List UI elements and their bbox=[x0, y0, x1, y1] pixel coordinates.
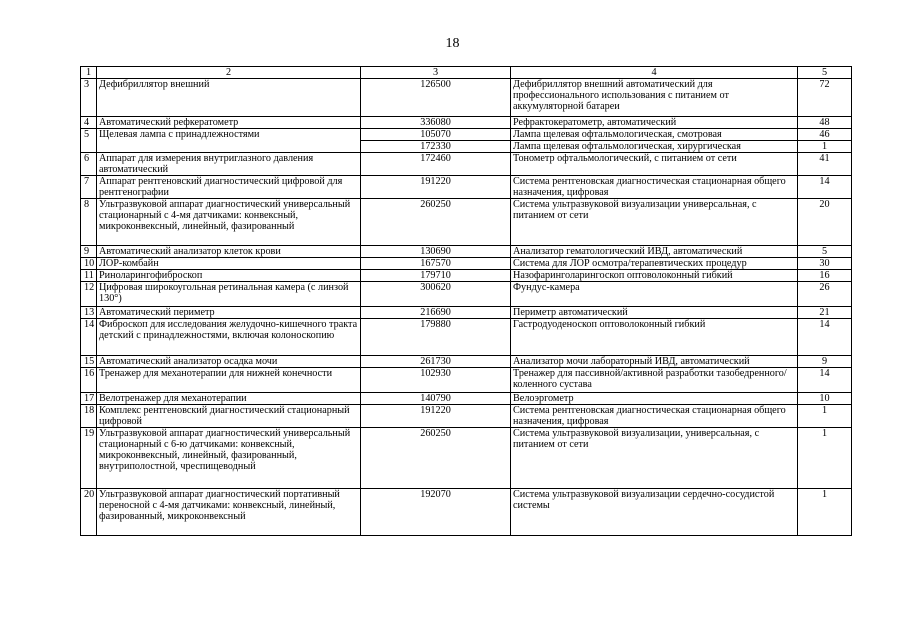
description-cell: Дефибриллятор внешний автоматический для профессионального использования с питанием от аккумуляторной батареи bbox=[511, 79, 798, 117]
header-cell: 4 bbox=[511, 67, 798, 79]
equipment-table bbox=[80, 66, 852, 536]
row-number-cell: 4 bbox=[81, 117, 97, 129]
quantity-cell: 1 bbox=[798, 489, 852, 536]
row-number-cell: 3 bbox=[81, 79, 97, 117]
equipment-name-cell: Автоматический периметр bbox=[97, 307, 361, 319]
header-cell: 1 bbox=[81, 67, 97, 79]
description-cell: Система для ЛОР осмотра/терапевтических процедур bbox=[511, 258, 798, 270]
row-number-cell: 16 bbox=[81, 368, 97, 393]
code-cell: 216690 bbox=[361, 307, 511, 319]
quantity-cell-line: 46 bbox=[819, 129, 830, 140]
description-cell: Тренажер для пассивной/активной разработки тазобедренного/коленного сустава bbox=[511, 368, 798, 393]
quantity-cell bbox=[798, 129, 852, 153]
description-cell-line: Лампа щелевая офтальмологическая, хирургическая bbox=[511, 140, 797, 152]
equipment-name-cell: Ультразвуковой аппарат диагностический универсальный стационарный с 4-мя датчиками: конвексный, микроконвексный, линейный, фазированный bbox=[97, 199, 361, 246]
quantity-cell: 20 bbox=[798, 199, 852, 246]
table-row bbox=[81, 489, 852, 536]
row-number-cell: 14 bbox=[81, 319, 97, 356]
quantity-cell-line: 1 bbox=[798, 140, 851, 152]
description-cell: Велоэргометр bbox=[511, 393, 798, 405]
table-row bbox=[81, 282, 852, 307]
quantity-cell: 14 bbox=[798, 319, 852, 356]
description-cell: Фундус-камера bbox=[511, 282, 798, 307]
table-row bbox=[81, 153, 852, 176]
equipment-name-cell: Тренажер для механотерапии для нижней конечности bbox=[97, 368, 361, 393]
code-cell: 140790 bbox=[361, 393, 511, 405]
code-cell: 260250 bbox=[361, 428, 511, 489]
code-cell: 336080 bbox=[361, 117, 511, 129]
code-cell: 179710 bbox=[361, 270, 511, 282]
equipment-name-cell: Автоматический анализатор осадка мочи bbox=[97, 356, 361, 368]
row-number-cell: 6 bbox=[81, 153, 97, 176]
code-cell: 179880 bbox=[361, 319, 511, 356]
row-number-cell: 17 bbox=[81, 393, 97, 405]
code-cell: 191220 bbox=[361, 176, 511, 199]
equipment-name-cell: Велотренажер для механотерапии bbox=[97, 393, 361, 405]
code-cell bbox=[361, 129, 511, 153]
description-cell-line: Лампа щелевая офтальмологическая, смотровая bbox=[513, 129, 722, 140]
row-number-cell: 7 bbox=[81, 176, 97, 199]
description-cell: Назофаринголарингоскоп оптоволоконный гибкий bbox=[511, 270, 798, 282]
table-row bbox=[81, 428, 852, 489]
equipment-name-cell: Ультразвуковой аппарат диагностический портативный переносной с 4-мя датчиками: конвексный, линейный, фазированный, микроконвексный bbox=[97, 489, 361, 536]
code-cell: 102930 bbox=[361, 368, 511, 393]
quantity-cell: 14 bbox=[798, 368, 852, 393]
table-row bbox=[81, 199, 852, 246]
table-row bbox=[81, 270, 852, 282]
quantity-cell: 72 bbox=[798, 79, 852, 117]
code-cell: 260250 bbox=[361, 199, 511, 246]
table-row bbox=[81, 307, 852, 319]
quantity-cell: 1 bbox=[798, 428, 852, 489]
code-cell-line: 105070 bbox=[420, 129, 451, 140]
table-row bbox=[81, 393, 852, 405]
code-cell: 192070 bbox=[361, 489, 511, 536]
description-cell: Периметр автоматический bbox=[511, 307, 798, 319]
row-number-cell: 10 bbox=[81, 258, 97, 270]
description-cell: Система ультразвуковой визуализации универсальная, с питанием от сети bbox=[511, 199, 798, 246]
row-number-cell: 8 bbox=[81, 199, 97, 246]
equipment-name-cell: Фиброскоп для исследования желудочно-кишечного тракта детский с принадлежностями, включая колоноскопию bbox=[97, 319, 361, 356]
equipment-name-cell: Аппарат рентгеновский диагностический цифровой для рентгенографии bbox=[97, 176, 361, 199]
code-cell: 167570 bbox=[361, 258, 511, 270]
table-row bbox=[81, 368, 852, 393]
table-row bbox=[81, 405, 852, 428]
quantity-cell: 26 bbox=[798, 282, 852, 307]
code-cell-line: 172330 bbox=[361, 140, 510, 152]
equipment-name-cell: Цифровая широкоугольная ретинальная камера (с линзой 130°) bbox=[97, 282, 361, 307]
description-cell: Тонометр офтальмологический, с питанием от сети bbox=[511, 153, 798, 176]
description-cell: Система рентгеновская диагностическая стационарная общего назначения, цифровая bbox=[511, 176, 798, 199]
header-cell: 2 bbox=[97, 67, 361, 79]
quantity-cell: 14 bbox=[798, 176, 852, 199]
header-cell: 3 bbox=[361, 67, 511, 79]
equipment-name-cell: ЛОР-комбайн bbox=[97, 258, 361, 270]
equipment-name-cell: Ультразвуковой аппарат диагностический универсальный стационарный с 6-ю датчиками: конвексный, микроконвексный, линейный, фазированный, внутриполостной, чреспищеводный bbox=[97, 428, 361, 489]
quantity-cell: 1 bbox=[798, 405, 852, 428]
row-number-cell: 18 bbox=[81, 405, 97, 428]
quantity-cell: 48 bbox=[798, 117, 852, 129]
row-number-cell: 19 bbox=[81, 428, 97, 489]
description-cell: Анализатор мочи лабораторный ИВД, автоматический bbox=[511, 356, 798, 368]
description-cell: Система рентгеновская диагностическая стационарная общего назначения, цифровая bbox=[511, 405, 798, 428]
quantity-cell: 16 bbox=[798, 270, 852, 282]
table-row bbox=[81, 176, 852, 199]
code-cell: 126500 bbox=[361, 79, 511, 117]
quantity-cell: 21 bbox=[798, 307, 852, 319]
equipment-name-cell: Риноларингофиброскоп bbox=[97, 270, 361, 282]
row-number-cell: 13 bbox=[81, 307, 97, 319]
row-number-cell: 15 bbox=[81, 356, 97, 368]
code-cell: 191220 bbox=[361, 405, 511, 428]
description-cell: Система ультразвуковой визуализации сердечно-сосудистой системы bbox=[511, 489, 798, 536]
table-row bbox=[81, 356, 852, 368]
equipment-name-cell: Автоматический рефкератометр bbox=[97, 117, 361, 129]
row-number-cell: 20 bbox=[81, 489, 97, 536]
equipment-name-cell: Комплекс рентгеновский диагностический стационарный цифровой bbox=[97, 405, 361, 428]
table-row bbox=[81, 79, 852, 117]
row-number-cell: 9 bbox=[81, 246, 97, 258]
description-cell: Рефрактокератометр, автоматический bbox=[511, 117, 798, 129]
code-cell: 261730 bbox=[361, 356, 511, 368]
table-row bbox=[81, 129, 852, 153]
header-cell: 5 bbox=[798, 67, 852, 79]
row-number-cell: 11 bbox=[81, 270, 97, 282]
equipment-name-cell: Автоматический анализатор клеток крови bbox=[97, 246, 361, 258]
row-number-cell: 12 bbox=[81, 282, 97, 307]
table-row bbox=[81, 246, 852, 258]
table-header-row bbox=[81, 67, 852, 79]
table-row bbox=[81, 319, 852, 356]
description-cell: Анализатор гематологический ИВД, автоматический bbox=[511, 246, 798, 258]
description-cell bbox=[511, 129, 798, 153]
quantity-cell: 5 bbox=[798, 246, 852, 258]
quantity-cell: 10 bbox=[798, 393, 852, 405]
description-cell: Гастродуоденоскоп оптоволоконный гибкий bbox=[511, 319, 798, 356]
description-cell: Система ультразвуковой визуализации, универсальная, с питанием от сети bbox=[511, 428, 798, 489]
quantity-cell: 41 bbox=[798, 153, 852, 176]
equipment-name-cell: Дефибриллятор внешний bbox=[97, 79, 361, 117]
quantity-cell: 30 bbox=[798, 258, 852, 270]
page-number: 18 bbox=[445, 36, 460, 51]
code-cell: 172460 bbox=[361, 153, 511, 176]
code-cell: 130690 bbox=[361, 246, 511, 258]
equipment-name-cell: Щелевая лампа с принадлежностями bbox=[97, 129, 361, 153]
row-number-cell: 5 bbox=[81, 129, 97, 153]
quantity-cell: 9 bbox=[798, 356, 852, 368]
code-cell: 300620 bbox=[361, 282, 511, 307]
table-row bbox=[81, 117, 852, 129]
equipment-name-cell: Аппарат для измерения внутриглазного давления автоматический bbox=[97, 153, 361, 176]
table-row bbox=[81, 258, 852, 270]
